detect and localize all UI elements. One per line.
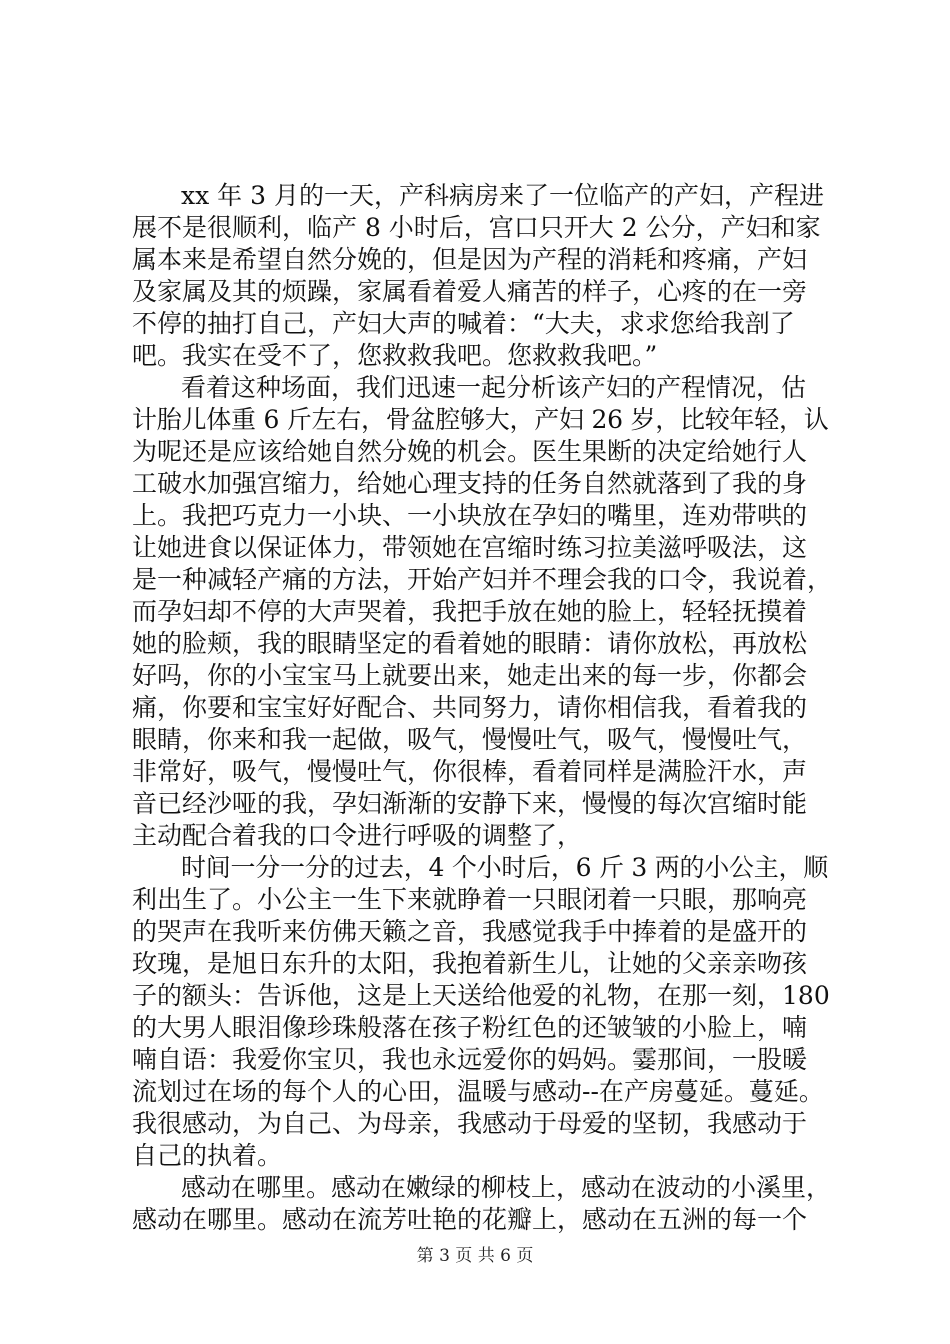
text-line: 音已经沙哑的我，孕妇渐渐的安静下来，慢慢的每次宫缩时能 (132, 789, 808, 818)
text-line: 属本来是希望自然分娩的，但是因为产程的消耗和疼痛，产妇 (132, 245, 808, 274)
text-line: 的哭声在我听来仿佛天籁之音，我感觉我手中捧着的是盛开的 (132, 917, 808, 946)
text-line: 流划过在场的每个人的心田，温暖与感动--在产房蔓延。蔓延。 (132, 1077, 824, 1106)
text-line: xx 年 3 月的一天，产科病房来了一位临产的产妇，产程进 (181, 181, 824, 210)
text-line: 为呢还是应该给她自然分娩的机会。医生果断的决定给她行人 (132, 437, 808, 466)
text-line: 好吗，你的小宝宝马上就要出来，她走出来的每一步，你都会 (132, 661, 808, 690)
text-line: 感动在哪里。感动在嫩绿的柳枝上，感动在波动的小溪里， (181, 1173, 832, 1202)
text-line: 吧。我实在受不了，您救救我吧。您救救我吧。” (132, 341, 658, 370)
text-line: 不停的抽打自己，产妇大声的喊着：“大夫，求求您给我剖了 (132, 309, 795, 338)
text-line: 的大男人眼泪像珍珠般落在孩子粉红色的还皱皱的小脸上，喃 (132, 1013, 808, 1042)
text-line: 非常好，吸气，慢慢吐气，你很棒，看着同样是满脸汗水，声 (132, 757, 808, 786)
page-number-footer: 第 3 页 共 6 页 (416, 1246, 534, 1266)
text-line: 是一种减轻产痛的方法，开始产妇并不理会我的口令，我说着， (132, 565, 833, 594)
text-line: 计胎儿体重 6 斤左右，骨盆腔够大，产妇 26 岁，比较年轻，认 (132, 405, 829, 434)
text-line: 玫瑰，是旭日东升的太阳，我抱着新生儿，让她的父亲亲吻孩 (132, 949, 808, 978)
text-line: 我很感动，为自己、为母亲，我感动于母爱的坚韧，我感动于 (132, 1109, 808, 1138)
document-body (132, 180, 832, 1236)
text-line: 利出生了。小公主一生下来就睁着一只眼闭着一只眼，那响亮 (132, 885, 808, 914)
text-line: 时间一分一分的过去，4 个小时后，6 斤 3 两的小公主，顺 (181, 853, 829, 882)
text-line: 眼睛，你来和我一起做，吸气，慢慢吐气，吸气，慢慢吐气， (132, 725, 808, 754)
text-line: 子的额头：告诉他，这是上天送给他爱的礼物，在那一刻，180 (132, 981, 830, 1010)
text-line: 而孕妇却不停的大声哭着，我把手放在她的脸上，轻轻抚摸着 (132, 597, 808, 626)
text-line: 喃自语：我爱你宝贝，我也永远爱你的妈妈。霎那间，一股暖 (132, 1045, 808, 1074)
text-line: 看着这种场面，我们迅速一起分析该产妇的产程情况，估 (181, 373, 807, 402)
text-line: 自己的执着。 (132, 1141, 283, 1170)
text-line: 她的脸颊，我的眼睛坚定的看着她的眼睛：请你放松，再放松 (132, 629, 808, 658)
text-line: 展不是很顺利，临产 8 小时后，宫口只开大 2 公分，产妇和家 (132, 213, 821, 242)
text-line: 感动在哪里。感动在流芳吐艳的花瓣上，感动在五洲的每一个 (132, 1205, 808, 1234)
text-line: 让她进食以保证体力，带领她在宫缩时练习拉美滋呼吸法，这 (132, 533, 808, 562)
text-line: 工破水加强宫缩力，给她心理支持的任务自然就落到了我的身 (132, 469, 808, 498)
text-line: 主动配合着我的口令进行呼吸的调整了， (132, 821, 583, 850)
text-line: 痛，你要和宝宝好好配合、共同努力，请你相信我，看着我的 (132, 693, 808, 722)
text-line: 及家属及其的烦躁，家属看着爱人痛苦的样子，心疼的在一旁 (132, 277, 808, 306)
text-line: 上。我把巧克力一小块、一小块放在孕妇的嘴里，连劝带哄的 (132, 501, 808, 530)
